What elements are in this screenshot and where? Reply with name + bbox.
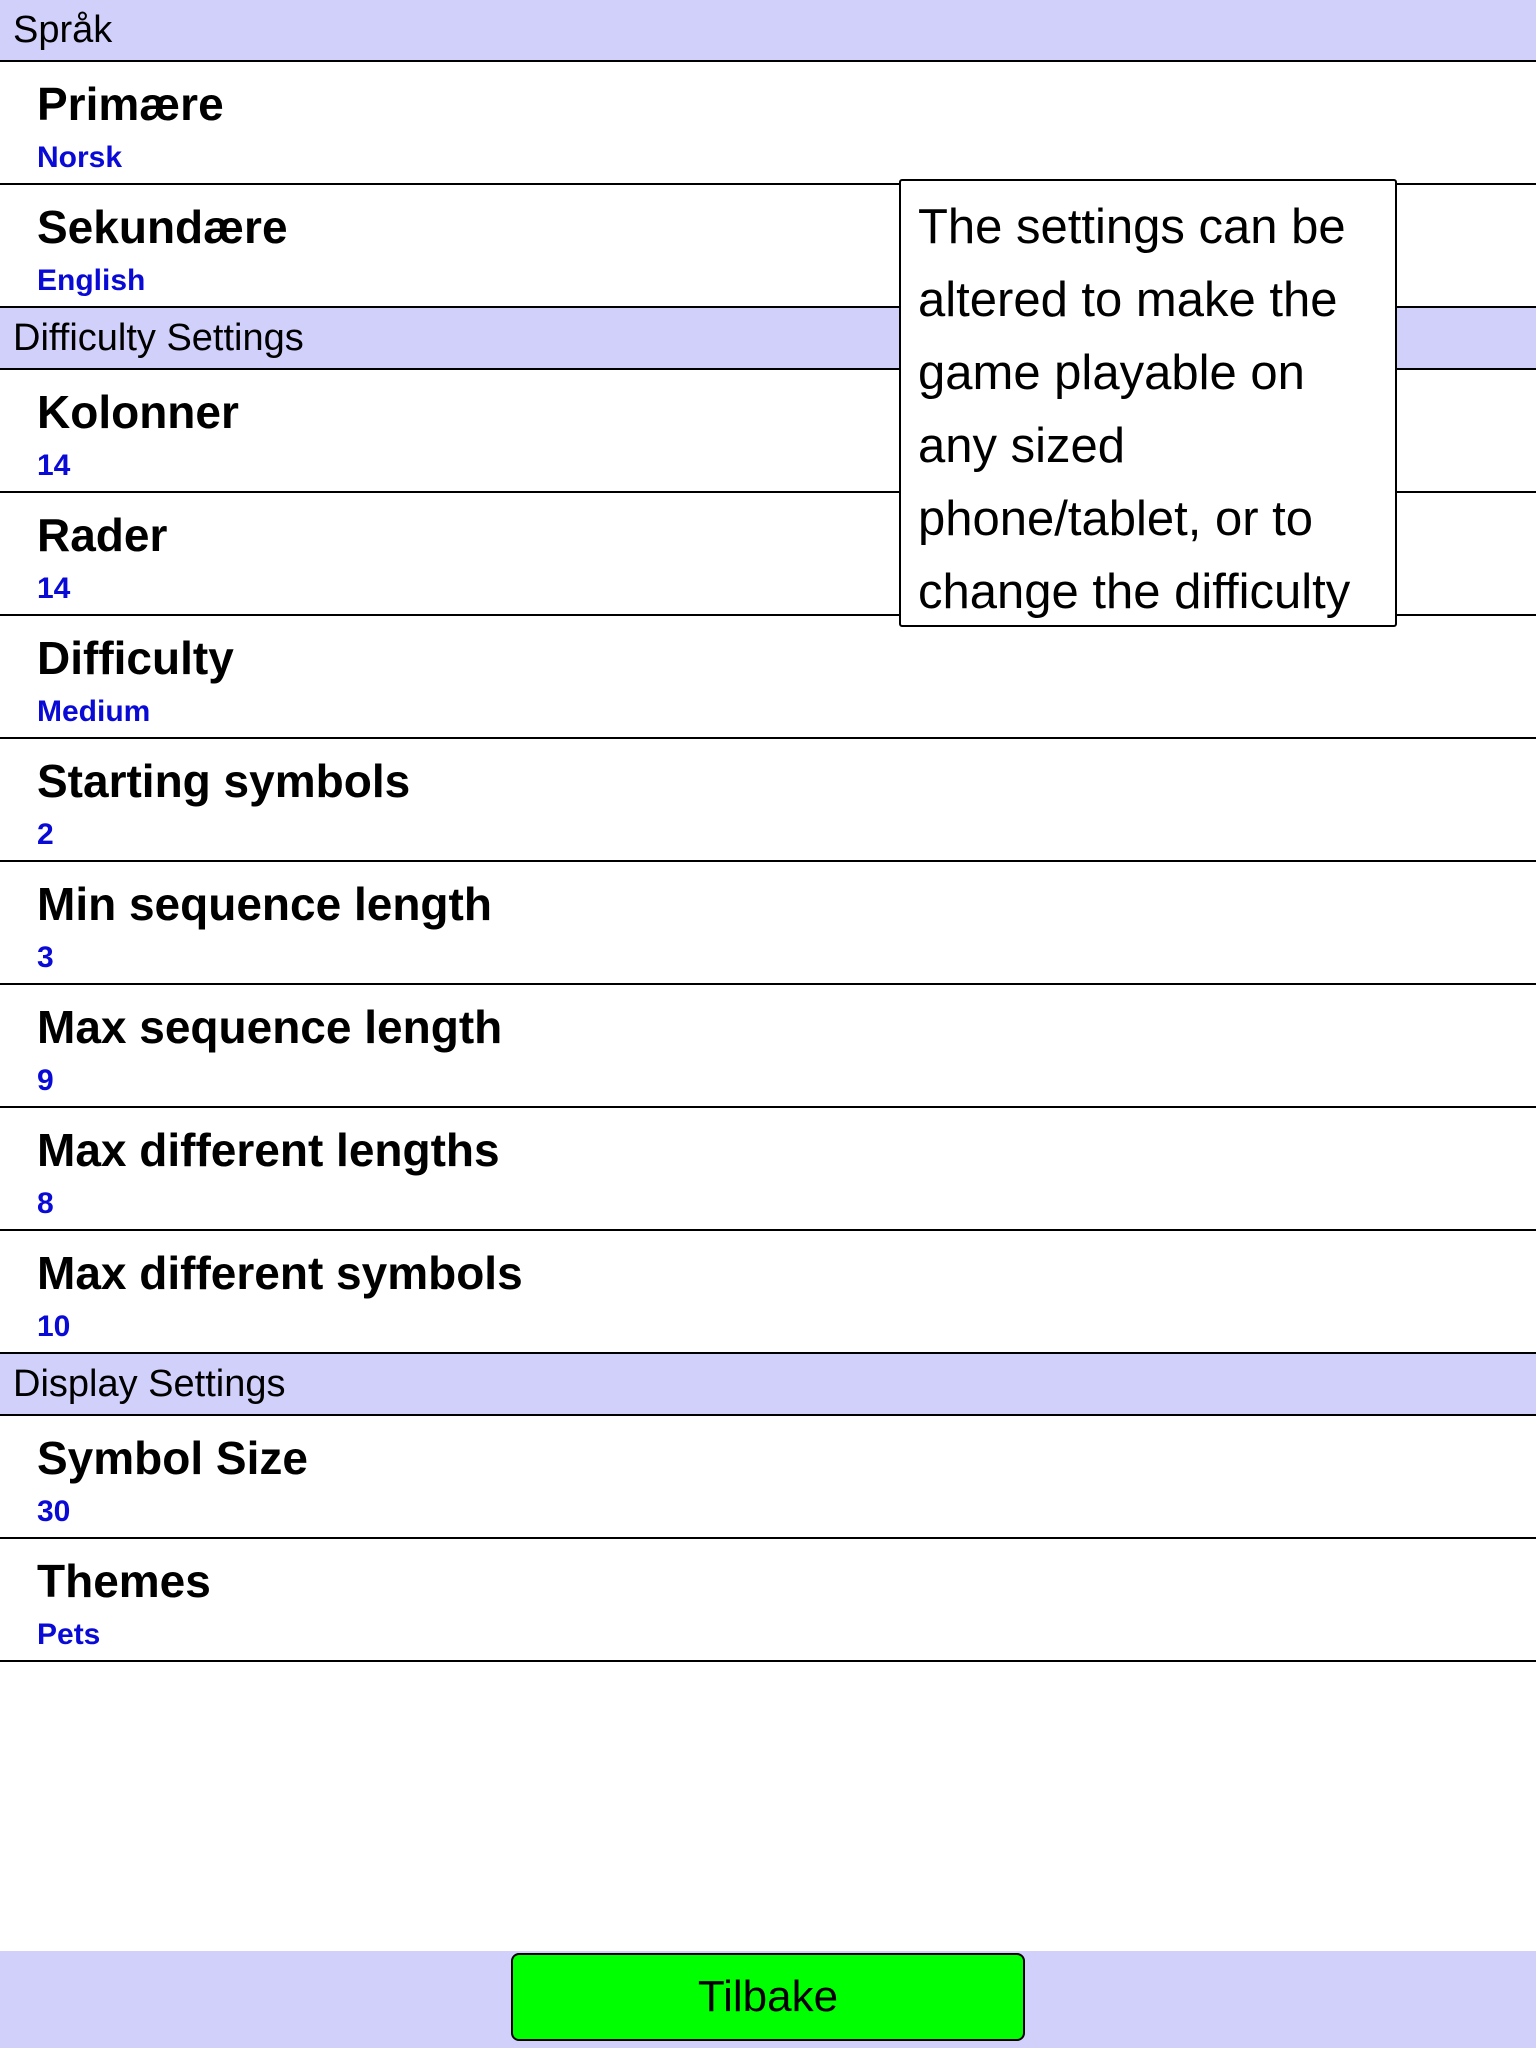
setting-title: Kolonner (37, 386, 239, 438)
setting-min-sequence-length[interactable] (0, 862, 1536, 985)
setting-value: 3 (37, 941, 54, 974)
setting-value: Medium (37, 695, 151, 728)
setting-themes[interactable] (0, 1539, 1536, 1662)
setting-title: Max different symbols (37, 1247, 523, 1299)
setting-title: Starting symbols (37, 755, 411, 807)
setting-title: Themes (37, 1555, 211, 1607)
settings-info-tooltip: The settings can be altered to make the game playable on any sized phone/tablet, or to change the difficulty (899, 179, 1397, 627)
setting-title: Primære (37, 78, 224, 130)
setting-value: 2 (37, 818, 54, 851)
setting-value: 30 (37, 1495, 71, 1528)
setting-value: 14 (37, 572, 71, 605)
setting-title: Max sequence length (37, 1001, 503, 1053)
setting-value: English (37, 264, 146, 297)
section-header-difficulty: Difficulty Settings (0, 308, 1536, 370)
footer-bar (0, 1951, 1536, 2048)
setting-max-different-lengths[interactable] (0, 1108, 1536, 1231)
setting-max-sequence-length[interactable] (0, 985, 1536, 1108)
setting-title: Sekundære (37, 201, 288, 253)
setting-title: Symbol Size (37, 1432, 308, 1484)
setting-symbol-size[interactable] (0, 1416, 1536, 1539)
section-header-language: Språk (0, 0, 1536, 62)
back-button[interactable]: Tilbake (511, 1953, 1025, 2041)
setting-value: 9 (37, 1064, 54, 1097)
setting-value: 14 (37, 449, 71, 482)
setting-difficulty[interactable] (0, 616, 1536, 739)
setting-value: 10 (37, 1310, 71, 1343)
setting-title: Difficulty (37, 632, 234, 684)
setting-title: Rader (37, 509, 168, 561)
setting-primary-language[interactable] (0, 62, 1536, 185)
setting-value: Pets (37, 1618, 101, 1651)
setting-title: Max different lengths (37, 1124, 500, 1176)
setting-title: Min sequence length (37, 878, 492, 930)
setting-value: 8 (37, 1187, 54, 1220)
section-header-display: Display Settings (0, 1354, 1536, 1416)
setting-value: Norsk (37, 141, 123, 174)
setting-max-different-symbols[interactable] (0, 1231, 1536, 1354)
setting-starting-symbols[interactable] (0, 739, 1536, 862)
